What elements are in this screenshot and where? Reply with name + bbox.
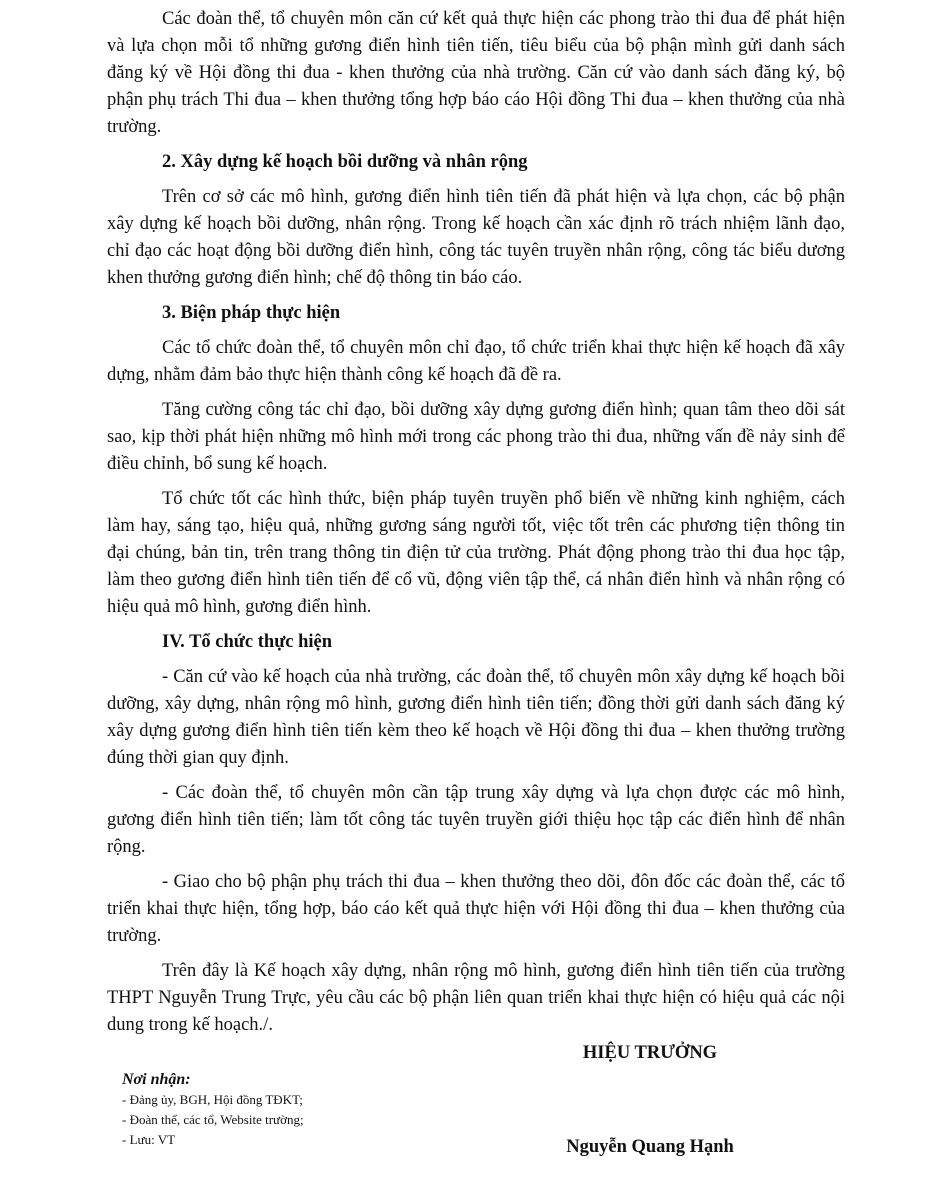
section-heading-iv: IV. Tổ chức thực hiện	[162, 632, 333, 652]
paragraph-4: Tăng cường công tác chỉ đạo, bồi dưỡng xây dựng gương điển hình; quan tâm theo dõi sát sao, kịp thời phát hiện những mô hình mới trong các phong trào thi đua, những vấn đề nảy sinh để điều chỉnh, bổ sung kế hoạch.	[107, 400, 845, 474]
paragraph-3: Các tổ chức đoàn thể, tổ chuyên môn chỉ đạo, tổ chức triển khai thực hiện kế hoạch đã xây dựng, nhằm đảm bảo thực hiện thành công kế hoạch đã đề ra.	[107, 338, 845, 385]
recipient-item: - Lưu: VT	[122, 1132, 176, 1147]
signature-title: HIỆU TRƯỞNG	[582, 1043, 718, 1063]
signer-name: Nguyễn Quang Hạnh	[566, 1137, 734, 1157]
section-heading-3: 3. Biện pháp thực hiện	[162, 303, 341, 323]
recipient-item: - Đảng ủy, BGH, Hội đồng TĐKT;	[122, 1092, 303, 1107]
paragraph-1: Các đoàn thể, tổ chuyên môn căn cứ kết quả thực hiện các phong trào thi đua để phát hiện và lựa chọn mỗi tổ những gương điển hình tiên tiến, tiêu biểu của bộ phận mình gửi danh sách đăng ký về Hội đồng thi đua - khen thưởng của nhà trường. Căn cứ vào danh sách đăng ký, bộ phận phụ trách Thi đua – khen thưởng tổng hợp báo cáo Hội đồng Thi đua – khen thưởng của nhà trường.	[107, 9, 845, 137]
recipients-title: Nơi nhận:	[122, 1071, 191, 1088]
paragraph-5: Tổ chức tốt các hình thức, biện pháp tuyên truyền phổ biến về những kinh nghiệm, cách làm hay, sáng tạo, hiệu quả, những gương sáng người tốt, việc tốt trên các phương tiện thông tin đại chúng, bản tin, trên trang thông tin điện tử của trường. Phát động phong trào thi đua học tập, làm theo gương điển hình tiên tiến để cổ vũ, động viên tập thể, cá nhân điển hình và nhân rộng có hiệu quả mô hình, gương điển hình.	[107, 489, 845, 617]
paragraph-9: Trên đây là Kế hoạch xây dựng, nhân rộng mô hình, gương điển hình tiên tiến của trường THPT Nguyễn Trung Trực, yêu cầu các bộ phận liên quan triển khai thực hiện có hiệu quả các nội dung trong kế hoạch./.	[107, 961, 845, 1035]
section-heading-2: 2. Xây dựng kế hoạch bồi dưỡng và nhân rộng	[162, 152, 528, 172]
paragraph-6: - Căn cứ vào kế hoạch của nhà trường, các đoàn thể, tổ chuyên môn xây dựng kế hoạch bồi dưỡng, xây dựng, nhân rộng mô hình, gương điển hình tiên tiến; đồng thời gửi danh sách đăng ký xây dựng gương điển hình tiên tiến kèm theo kế hoạch về Hội đồng thi đua – khen thưởng trường đúng thời gian quy định.	[107, 667, 845, 768]
document-body	[107, 6, 845, 1047]
paragraph-7: - Các đoàn thể, tổ chuyên môn cần tập trung xây dựng và lựa chọn được các mô hình, gương điển hình tiên tiến; làm tốt công tác tuyên truyền giới thiệu học tập các điển hình để nhân rộng.	[107, 783, 845, 857]
paragraph-2: Trên cơ sở các mô hình, gương điển hình tiên tiến đã phát hiện và lựa chọn, các bộ phận xây dựng kế hoạch bồi dưỡng, nhân rộng. Trong kế hoạch cần xác định rõ trách nhiệm lãnh đạo, chỉ đạo các hoạt động bồi dưỡng điển hình, công tác tuyên truyền nhân rộng, công tác biểu dương khen thưởng gương điển hình; chế độ thông tin báo cáo.	[107, 187, 845, 288]
signature-block	[520, 1040, 780, 1161]
recipient-item: - Đoàn thể, các tổ, Website trường;	[122, 1112, 304, 1127]
recipients-block	[122, 1070, 422, 1150]
paragraph-8: - Giao cho bộ phận phụ trách thi đua – khen thưởng theo dõi, đôn đốc các đoàn thể, các tổ triển khai thực hiện, tổng hợp, báo cáo kết quả thực hiện với Hội đồng thi đua – khen thưởng của trường.	[107, 872, 845, 946]
